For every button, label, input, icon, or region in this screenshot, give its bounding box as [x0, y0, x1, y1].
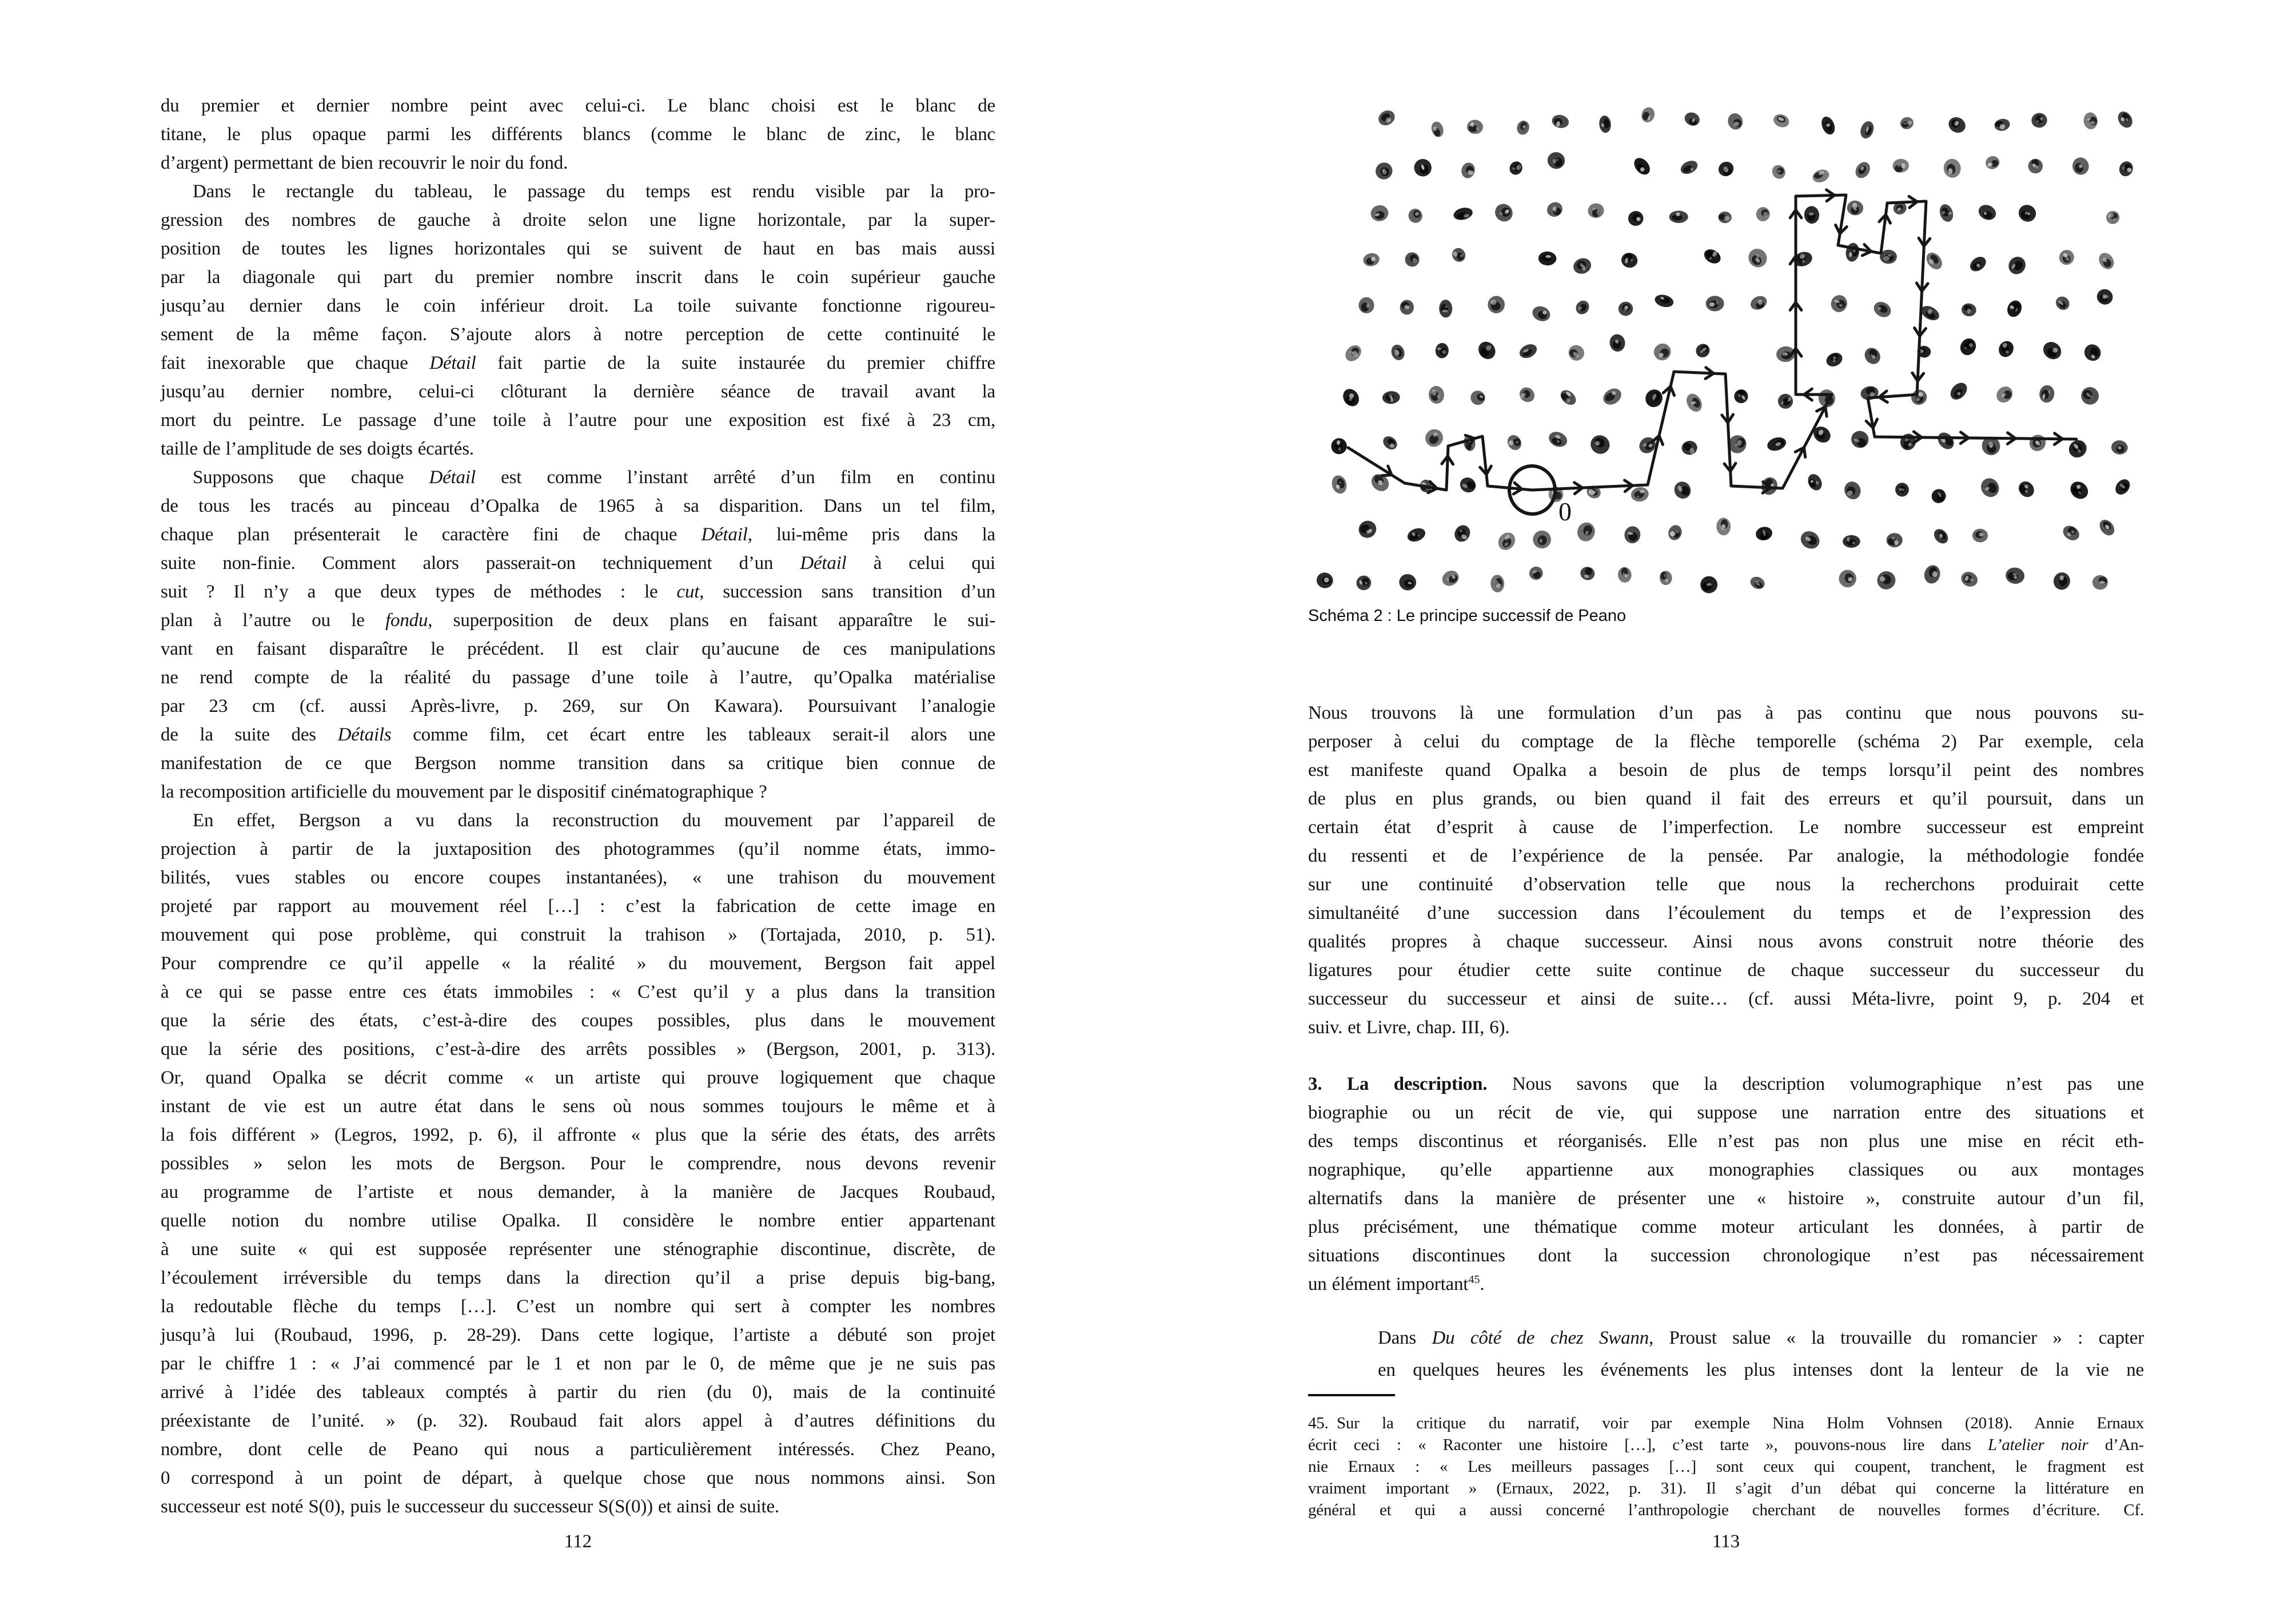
figure-caption: Schéma 2 : Le principe successif de Peano [1308, 607, 1627, 625]
text-line: du premier et dernier nombre peint avec celui-ci. Le blanc choisi est le blanc de [161, 95, 995, 116]
text-line: écrit ceci : « Raconter une histoire […], c’est tarte », pouvons-nous lire dans L’atelier noir d’An- [1308, 1436, 2144, 1454]
text-line: par la diagonale qui part du premier nombre inscrit dans le coin supérieur gauche [161, 267, 995, 288]
text-line: chaque plan présenterait le caractère fini de chaque Détail, lui-même pris dans la [161, 524, 995, 545]
text-line: général et qui a aussi concerné l’anthropologie cherchant de nouvelles formes d’écriture. Cf. [1308, 1501, 2144, 1519]
text-line: la redoutable flèche du temps […]. C’est un nombre qui sert à compter les nombres [161, 1296, 995, 1317]
text-line: mouvement qui pose problème, qui construit la trahison » (Tortajada, 2010, p. 51). [161, 925, 995, 945]
text-line: Dans le rectangle du tableau, le passage du temps est rendu visible par la pro- [193, 181, 995, 202]
text-line: mort du peintre. Le passage d’une toile à l’autre pour une exposition est fixé à 23 cm, [161, 410, 995, 431]
page-number-right: 113 [1712, 1531, 1740, 1552]
text-line: situations discontinues dont la succession chronologique n’est pas nécessairement [1308, 1245, 2144, 1266]
footnote-rule [1308, 1394, 1395, 1396]
text-line: Dans Du côté de chez Swann, Proust salue « la trouvaille du romancier » : capter [1378, 1328, 2144, 1348]
text-line: vraiment important » (Ernaux, 2022, p. 31). Il s’agit d’un débat qui concerne la littérature en [1308, 1479, 2144, 1497]
right-page-text [1308, 699, 2144, 1299]
text-line: de la suite des Détails comme film, cet écart entre les tableaux serait-il alors une [161, 724, 995, 745]
text-line: En effet, Bergson a vu dans la reconstruction du mouvement par l’appareil de [193, 810, 995, 831]
text-line: la fois différent » (Legros, 1992, p. 6), il affronte « plus que la série des états, des arrêts [161, 1125, 995, 1145]
text-line: préexistante de l’unité. » (p. 32). Roubaud fait alors appel à d’autres définitions du [161, 1411, 995, 1431]
text-line: jusqu’au dernier nombre, celui-ci clôturant la dernière séance de travail avant la [161, 381, 995, 402]
text-line: un élément important$^{45}$. [1308, 1273, 1485, 1295]
text-line: successeur est noté S(0), puis le successeur du successeur S(S(0)) et ainsi de suite. [161, 1496, 779, 1517]
text-line: taille de l’amplitude de ses doigts écartés. [161, 439, 474, 459]
text-line: des temps discontinus et réorganisés. Elle n’est pas non plus une mise en récit eth- [1308, 1131, 2144, 1152]
figure-schema-2 [1308, 67, 2148, 626]
text-line: est manifeste quand Opalka a besoin de plus de temps lorsqu’il peint des nombres [1308, 760, 2144, 780]
text-line: perposer à celui du comptage de la flèche temporelle (schéma 2) Par exemple, cela [1308, 731, 2144, 752]
text-line: que la série des positions, c’est-à-dire des arrêts possibles » (Bergson, 2001, p. 313). [161, 1039, 995, 1060]
text-line: de plus en plus grands, ou bien quand il fait des erreurs et qu’il poursuit, dans un [1308, 788, 2144, 809]
text-line: 45. Sur la critique du narratif, voir par exemple Nina Holm Vohnsen (2018). Annie Ernaux [1308, 1414, 2144, 1432]
text-line: ligatures pour étudier cette suite continue de chaque successeur du successeur du [1308, 960, 2144, 981]
text-line: plan à l’autre ou le fondu, superposition de deux plans en faisant apparaître le sui- [161, 610, 995, 631]
text-line: de tous les tracés au pinceau d’Opalka de 1965 à sa disparition. Dans un tel film, [161, 496, 995, 516]
text-line: fait inexorable que chaque Détail fait partie de la suite instaurée du premier chiffre [161, 353, 995, 373]
text-line: suite non-finie. Comment alors passerait-on techniquement d’un Détail à celui qui [161, 553, 995, 573]
text-line: nie Ernaux : « Les meilleurs passages […] sont ceux qui coupent, tranchent, le fragment est [1308, 1457, 2144, 1476]
text-line: 0 correspond à un point de départ, à quelque chose que nous nommons ainsi. Son [161, 1468, 995, 1488]
text-line: manifestation de ce que Bergson nomme transition dans sa critique bien connue de [161, 753, 995, 774]
text-line: sement de la même façon. S’ajoute alors à notre perception de cette continuité le [161, 324, 995, 345]
text-line: arrivé à l’idée des tableaux comptés à partir du rien (du 0), mais de la continuité [161, 1382, 995, 1403]
text-line: nombre, dont celle de Peano qui nous a particulièrement intéressés. Chez Peano, [161, 1439, 995, 1460]
text-line: instant de vie est un autre état dans le sens où nous sommes toujours le même et à [161, 1096, 995, 1117]
text-line: l’écoulement irréversible du temps dans la direction qu’il a prise depuis big-bang, [161, 1268, 995, 1288]
zero-label: 0 [1558, 497, 1572, 526]
text-line: nographique, qu’elle appartienne aux monographies classiques ou aux montages [1308, 1160, 2144, 1180]
text-line: à une suite « qui est supposée représenter une sténographie discontinue, discrète, de [161, 1239, 995, 1260]
dots-layer [1315, 106, 2135, 594]
text-line: en quelques heures les événements les plus intenses dont la lenteur de la vie ne [1378, 1360, 2144, 1380]
text-line: suit ? Il n’y a que deux types de méthodes : le cut, succession sans transition d’un [161, 582, 995, 602]
text-line: Supposons que chaque Détail est comme l’instant arrêté d’un film en continu [193, 467, 995, 488]
text-line: que la série des états, c’est-à-dire des coupes possibles, plus dans le mouvement [161, 1010, 995, 1031]
text-line: sur une continuité d’observation telle que nous la recherchons produirait cette [1308, 874, 2144, 895]
text-line: certain état d’esprit à cause de l’imperfection. Le nombre successeur est empreint [1308, 817, 2144, 838]
text-line: à ce qui se passe entre ces états immobiles : « C’est qu’il y a plus dans la transition [161, 982, 995, 1002]
text-line: position de toutes les lignes horizontales qui se suivent de haut en bas mais aussi [161, 238, 995, 259]
text-line: du ressenti et de l’expérience de la pensée. Par analogie, la méthodologie fondée [1308, 846, 2144, 866]
text-line: titane, le plus opaque parmi les différents blancs (comme le blanc de zinc, le blanc [161, 124, 995, 145]
text-line: suiv. et Livre, chap. III, 6). [1308, 1017, 1510, 1038]
text-line: 3. La description. Nous savons que la description volumographique n’est pas une [1308, 1074, 2144, 1094]
page-number-left: 112 [564, 1531, 592, 1552]
text-line: par le chiffre 1 : « J’ai commencé par le 1 et non par le 0, de même que je ne suis pas [161, 1353, 995, 1374]
text-line: bilités, vues stables ou encore coupes instantanées), « une trahison du mouvement [161, 867, 995, 888]
text-line: la recomposition artificielle du mouvement par le dispositif cinématographique ? [161, 782, 767, 802]
text-line: projection à partir de la juxtaposition des photogrammes (qu’il nomme états, immo- [161, 839, 995, 859]
text-line: Pour comprendre ce qu’il appelle « la réalité » du mouvement, Bergson fait appel [161, 953, 995, 974]
text-line: Nous trouvons là une formulation d’un pas à pas continu que nous pouvons su- [1308, 703, 2144, 723]
text-line: d’argent) permettant de bien recouvrir le noir du fond. [161, 153, 568, 173]
left-page-text [161, 91, 995, 1521]
text-line: au programme de l’artiste et nous demander, à la manière de Jacques Roubaud, [161, 1182, 995, 1202]
footnote [1308, 1412, 2144, 1521]
text-line: plus précisément, une thématique comme moteur articulant les données, à partir de [1308, 1217, 2144, 1237]
text-line: ne rend compte de la réalité du passage d’une toile à l’autre, qu’Opalka matérialise [161, 667, 995, 688]
text-line: gression des nombres de gauche à droite selon une ligne horizontale, par la super- [161, 210, 995, 230]
text-line: successeur du successeur et ainsi de suite… (cf. aussi Méta-livre, point 9, p. 204 et [1308, 989, 2144, 1009]
peano-figure-image [1308, 67, 2148, 594]
text-line: projeté par rapport au mouvement réel […] : c’est la fabrication de cette image en [161, 896, 995, 917]
text-line: possibles » selon les mots de Bergson. Pour le comprendre, nous devons revenir [161, 1153, 995, 1174]
text-line: vant en faisant disparaître le précédent. Il est clair qu’aucune de ces manipulations [161, 639, 995, 659]
text-line: biographie ou un récit de vie, qui suppose une narration entre des situations et [1308, 1102, 2144, 1123]
text-line: quelle notion du nombre utilise Opalka. Il considère le nombre entier appartenant [161, 1210, 995, 1231]
text-line: jusqu’au dernier dans le coin inférieur droit. La toile suivante fonctionne rigoureu- [161, 296, 995, 316]
text-line: simultanéité d’une succession dans l’écoulement du temps et de l’expression des [1308, 903, 2144, 923]
text-line: qualités propres à chaque successeur. Ainsi nous avons construit notre théorie des [1308, 931, 2144, 952]
block-quote [1378, 1322, 2144, 1386]
text-line: par 23 cm (cf. aussi Après-livre, p. 269, sur On Kawara). Poursuivant l’analogie [161, 696, 995, 716]
text-line: Or, quand Opalka se décrit comme « un artiste qui prouve logiquement que chaque [161, 1068, 995, 1088]
page-right [1148, 0, 2296, 1621]
text-line: jusqu’à lui (Roubaud, 1996, p. 28-29). Dans cette logique, l’artiste a débuté son projet [161, 1325, 995, 1345]
text-line: alternatifs dans la manière de présenter une « histoire », construite autour d’un fil, [1308, 1188, 2144, 1209]
